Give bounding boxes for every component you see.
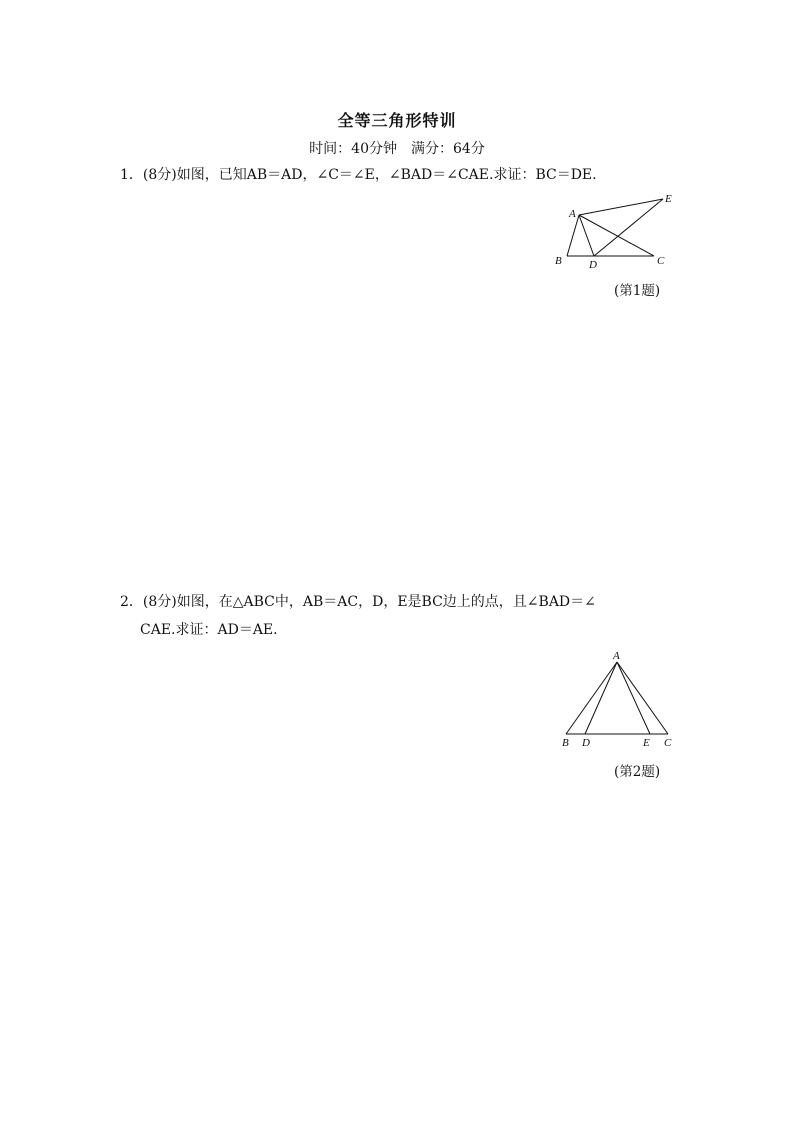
segment-ad: [585, 662, 617, 734]
page-title: 全等三角形特训: [337, 111, 457, 130]
segment-ab: [566, 662, 617, 734]
label-c: C: [657, 255, 665, 267]
label-b: B: [562, 737, 569, 749]
segment-de: [594, 199, 663, 256]
segment-ab: [567, 215, 579, 256]
figure-2-caption: (第2题): [614, 764, 661, 780]
time-limit: 时间：40分钟: [309, 141, 397, 157]
label-d: D: [582, 737, 590, 749]
segment-ad: [579, 215, 594, 256]
label-c: C: [664, 737, 672, 749]
exam-info: [0, 138, 794, 158]
figure-2-diagram: [555, 648, 680, 750]
label-a: A: [613, 650, 620, 662]
segment-ac: [617, 662, 668, 734]
segment-ae: [579, 199, 663, 215]
label-d: D: [589, 259, 597, 270]
label-e: E: [643, 737, 650, 749]
question-2-line-2: CAE.求证：AD＝AE.: [140, 622, 278, 638]
question-1-text: 1．(8分)如图，已知AB＝AD，∠C＝∠E，∠BAD＝∠CAE.求证：BC＝DE.: [120, 167, 597, 183]
figure-1-diagram: [550, 190, 680, 270]
label-a: A: [569, 208, 576, 220]
question-2-text: [120, 588, 680, 644]
segment-ac: [579, 215, 654, 256]
question-2-line-1: 2．(8分)如图，在△ABC中，AB＝AC，D，E是BC边上的点，且∠BAD＝∠: [120, 594, 596, 610]
label-b: B: [555, 255, 562, 267]
label-e: E: [665, 193, 672, 205]
segment-ae: [617, 662, 650, 734]
figure-1-caption: (第1题): [614, 283, 661, 299]
full-score: 满分：64分: [411, 141, 485, 157]
